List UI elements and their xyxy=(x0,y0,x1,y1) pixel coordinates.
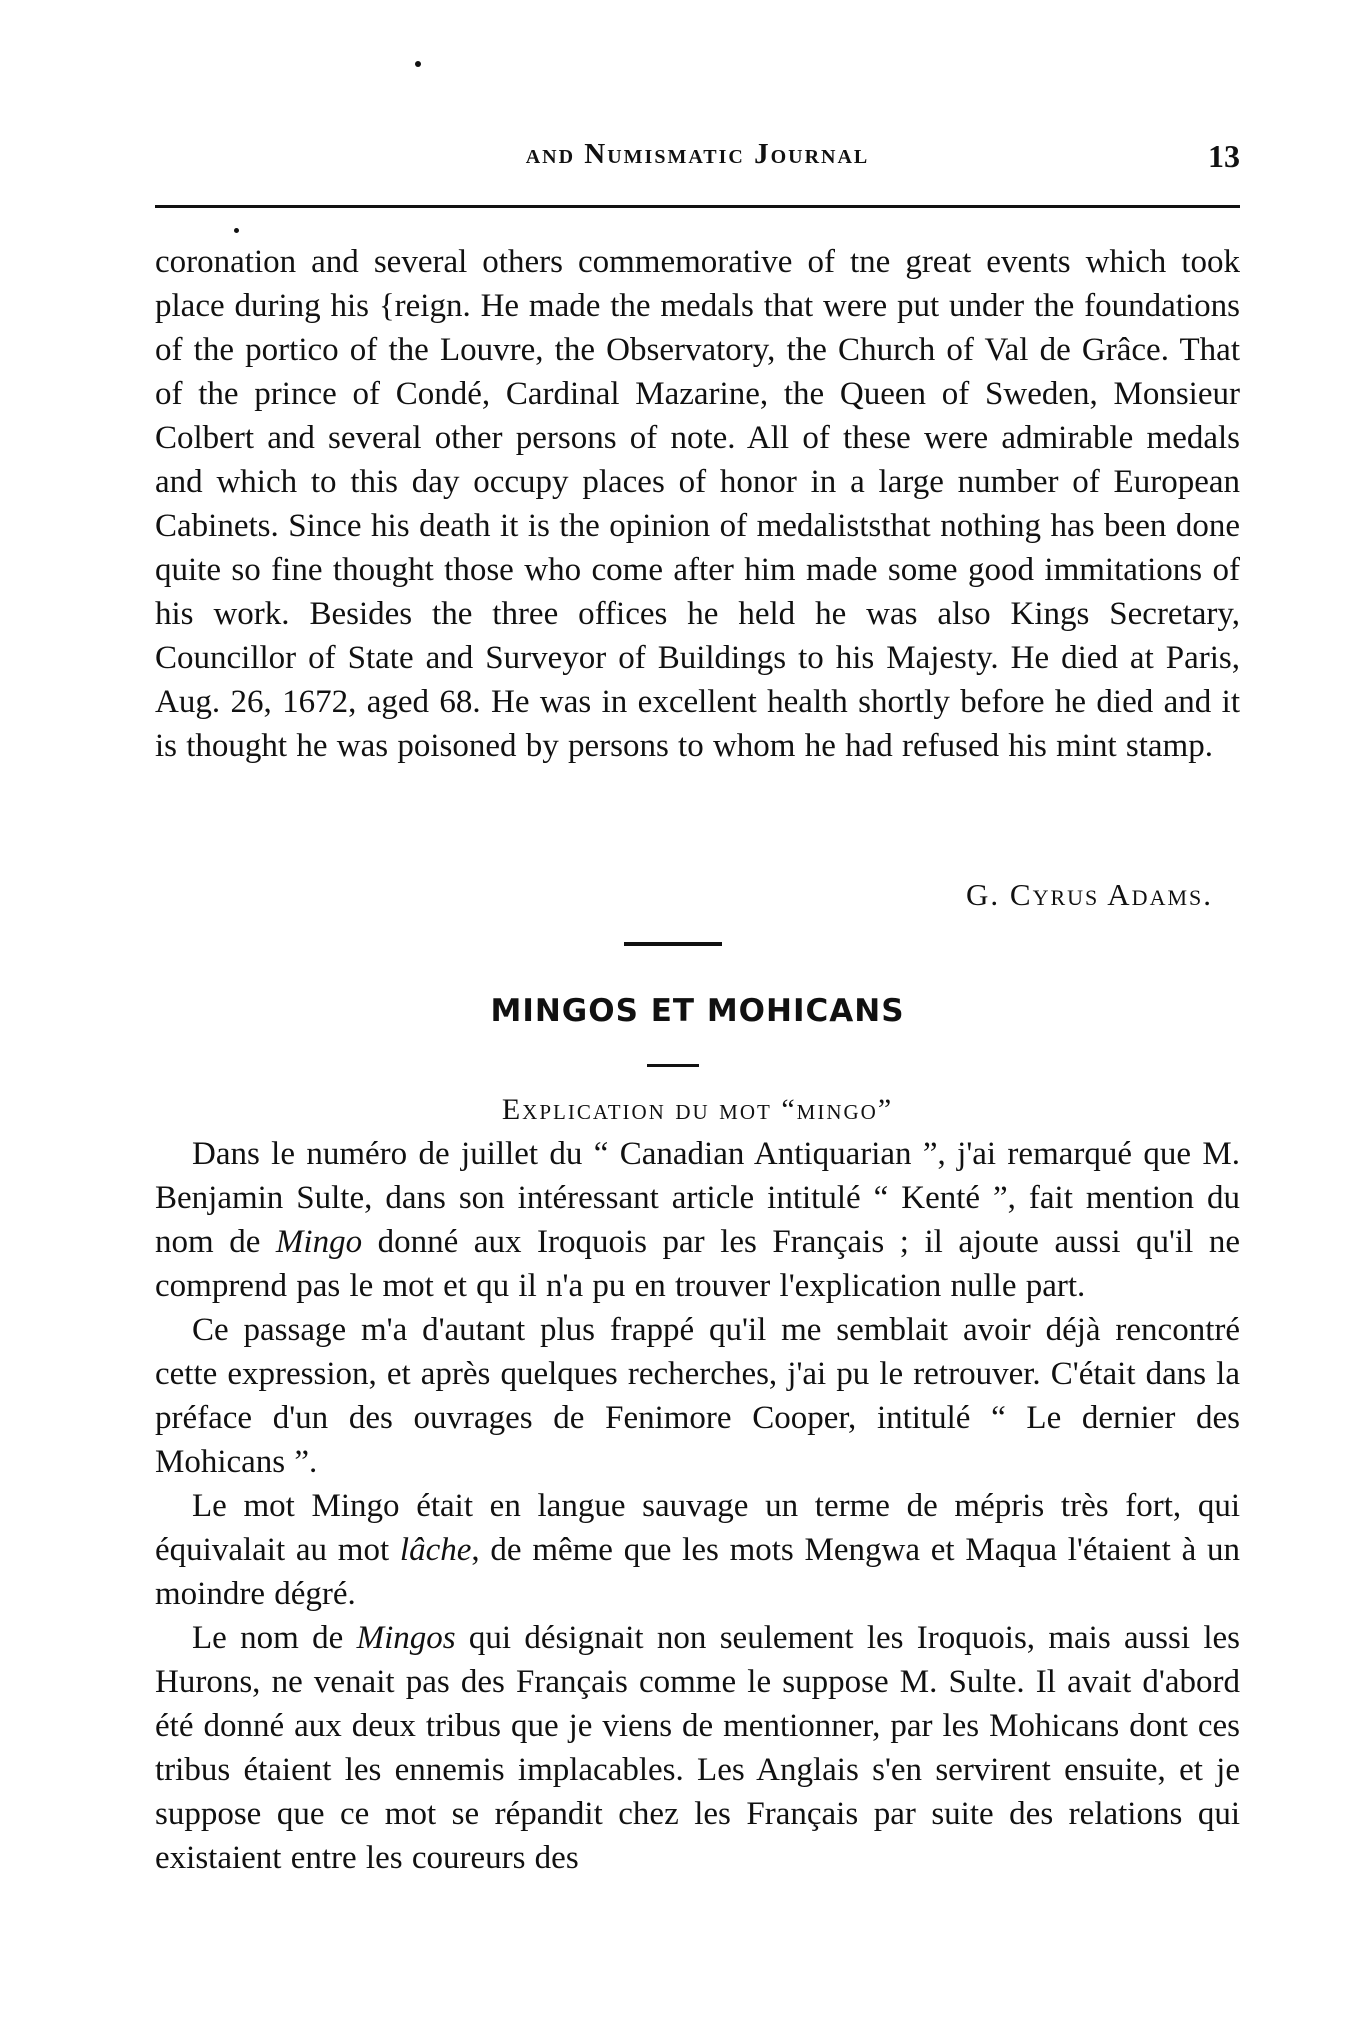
paragraph-3 xyxy=(155,1484,1240,1616)
ink-dot xyxy=(234,228,239,233)
paragraph-3-text-end: , de même que les mots Mengwa et Maqua l'étaient à un moindre dégré. xyxy=(155,1532,1241,1612)
section-subtitle: Explication du mot “mingo” xyxy=(501,1093,894,1126)
paragraph-4 xyxy=(155,1616,1240,1880)
article-1-body xyxy=(155,240,1240,768)
paragraph-4-text: Le nom de xyxy=(192,1620,357,1656)
section-divider xyxy=(624,942,722,946)
running-head: and Numismatic Journal xyxy=(525,138,870,170)
paragraph-1-text: Dans le numéro de juillet du “ Canadian Antiquarian ”, j'ai remarqué que M. Benjamin Sulte, dans son intéressant article intitulé “ Kenté ”, fait mention du nom de xyxy=(155,1136,1240,1260)
author-signature: G. Cyrus Adams. xyxy=(966,877,1213,912)
paragraph-3-text: Le mot Mingo était en langue sauvage un terme de mépris très fort, qui équivalait au mot xyxy=(155,1488,1240,1568)
page-number: 13 xyxy=(1208,138,1240,174)
header-rule xyxy=(155,205,1240,208)
page-header xyxy=(155,138,1240,178)
paragraph-1-italic: Mingo xyxy=(275,1224,363,1260)
article-2-body xyxy=(155,1132,1240,1880)
paragraph-2: Ce passage m'a d'autant plus frappé qu'il me semblait avoir déjà rencontré cette expression, et après quelques recherches, j'ai pu le retrouver. C'était dans la préface d'un des ouvrages de Fenimore Cooper, intitulé “ Le dernier des Mohicans ”. xyxy=(155,1312,1240,1480)
paragraph-3-italic: lâche xyxy=(399,1532,472,1568)
paragraph-1-text-end: donné aux Iroquois par les Français ; il ajoute aussi qu'il ne comprend pas le mot et qu il n'a pu en trouver l'explication nulle part. xyxy=(155,1224,1240,1304)
paragraph-1 xyxy=(155,1132,1240,1308)
paragraph-4-italic: Mingos xyxy=(356,1620,456,1656)
section-title: MINGOS ET MOHICANS xyxy=(490,993,905,1029)
title-divider xyxy=(647,1064,699,1067)
paragraph-4-text-end: qui désignait non seulement les Iroquois, mais aussi les Hurons, ne venait pas des Français comme le suppose M. Sulte. Il avait d'abord été donné aux deux tribus que je viens de mentionner, par les Mohicans dont ces tribus étaient les ennemis implacables. Les Anglais s'en servirent ensuite, et je suppose que ce mot se répandit chez les Français par suite des relations qui existaient entre les coureurs des xyxy=(155,1620,1240,1876)
ink-dot xyxy=(415,61,421,67)
article-1-paragraph: coronation and several others commemorative of tne great events which took place during his {reign. He made the medals that were put under the foundations of the portico of the Louvre, the Observatory, the Church of Val de Grâce. That of the prince of Condé, Cardinal Mazarine, the Queen of Sweden, Monsieur Colbert and several other persons of note. All of these were admirable medals and which to this day occupy places of honor in a large number of European Cabinets. Since his death it is the opinion of medaliststhat nothing has been done quite so fine thought those who come after him made some good immitations of his work. Besides the three offices he held he was also Kings Secretary, Councillor of State and Surveyor of Buildings to his Majesty. He died at Paris, Aug. 26, 1672, aged 68. He was in excellent health shortly before he died and it is thought he was poisoned by persons to whom he had refused his mint stamp. xyxy=(155,244,1240,764)
